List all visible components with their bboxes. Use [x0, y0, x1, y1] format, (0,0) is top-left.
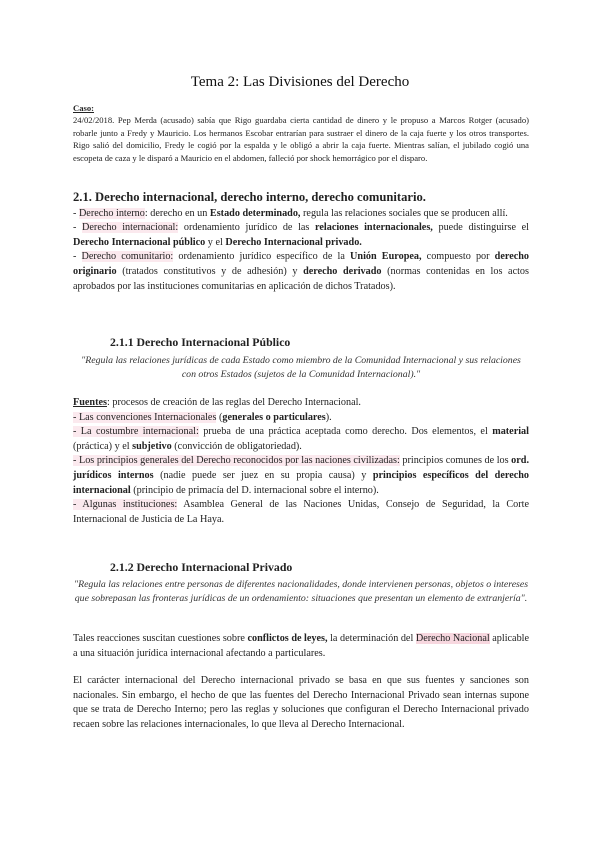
case-block	[73, 102, 529, 164]
paragraph-derecho-internacional: - Derecho internacional: ordenamiento jurídico de las relaciones internacionales, puede distinguirse el Derecho Internacional público y el Derecho Internacional privado.	[73, 222, 529, 248]
paragraph-caracter: El carácter internacional del Derecho internacional privado se basa en que sus fuentes y sanciones son nacionales. Sin embargo, el hecho de que las fuentes del Derecho Internacional Privado sean internas supone que se trata de Derecho Interno; pero las reglas y soluciones que configuran el Derecho Internacional privado recaen sobre las relaciones internacionales, lo que lleva al Derecho Internacional.	[73, 675, 529, 730]
section-2-1-1-body	[73, 396, 529, 527]
section-2-1-1-heading: 2.1.1 Derecho Internacional Público	[110, 335, 291, 349]
paragraph-derecho-interno: - Derecho interno: derecho en un Estado determinado, regula las relaciones sociales que se producen allí.	[73, 207, 508, 219]
item-instituciones: - Algunas instituciones: Asamblea General de las Naciones Unidas, Consejo de Seguridad, la Corte Internacional de Justicia de La Haya.	[73, 499, 529, 525]
page-title: Tema 2: Las Divisiones del Derecho	[190, 74, 410, 90]
item-convenciones: - Las convenciones Internacionales (generales o particulares).	[73, 411, 332, 423]
section-2-1-2-quote: "Regula las relaciones entre personas de diferentes nacionalidades, donde intervienen personas, objetos o intereses que sobrepasan las fronteras jurídicas de un ordenamiento: situaciones que presentan un elemento de extranjería".	[73, 579, 529, 604]
section-2-1-1-quote: "Regula las relaciones jurídicas de cada Estado como miembro de la Comunidad Internacional y sus relaciones con otros Estados (sujetos de la Comunidad Internacional)."	[81, 355, 521, 380]
paragraph-conflictos: Tales reacciones suscitan cuestiones sobre conflictos de leyes, la determinación del Derecho Nacional aplicable a una situación jurídica internacional afectando a particulares.	[73, 633, 530, 659]
paragraph-derecho-comunitario: - Derecho comunitario: ordenamiento jurídico específico de la Unión Europea, compuesto por derecho originario (tratados constitutivos y de adhesión) y derecho derivado (normas contenidas en los actos aprobados por las instituciones comunitarias en aplicación de dichos Tratados).	[73, 251, 529, 292]
section-2-1-2-body	[73, 632, 529, 733]
item-costumbre: - La costumbre internacional: prueba de una práctica aceptada como derecho. Dos elementos, el material (práctica) y el subjetivo (convicción de obligatoriedad).	[73, 426, 529, 452]
item-principios: - Los principios generales del Derecho reconocidos por las naciones civilizadas: principios comunes de los ord. jurídicos internos (nadie puede ser juez en su propia causa) y principios específicos del derecho internacional (principio de primacía del D. internacional sobre el interno).	[73, 455, 530, 496]
fuentes-line: Fuentes: procesos de creación de las reglas del Derecho Internacional.	[73, 397, 361, 408]
section-2-1	[73, 190, 529, 294]
section-2-1-2-heading: 2.1.2 Derecho Internacional Privado	[110, 560, 293, 574]
section-2-1-heading: 2.1. Derecho internacional, derecho interno, derecho comunitario.	[73, 190, 426, 204]
case-label: Caso:	[73, 103, 95, 113]
case-text: 24/02/2018. Pep Merda (acusado) sabía que Rigo guardaba cierta cantidad de dinero y le propuso a Marcos Rotger (acusado) robarle junto a Fredy y Mauricio. Los hermanos Escobar entrarían para sustraer el dinero de la caja fuerte y los otros transportes. Rigo salió del domicilio, Fredy le cogió por la espalda y le obligó a abrir la caja fuerte. Mientras salían, el jubilado cogió una escopeta de caza y le disparó a Mauricio en el abdomen, falleció por shock hemorrágico por el disparo.	[73, 115, 529, 163]
